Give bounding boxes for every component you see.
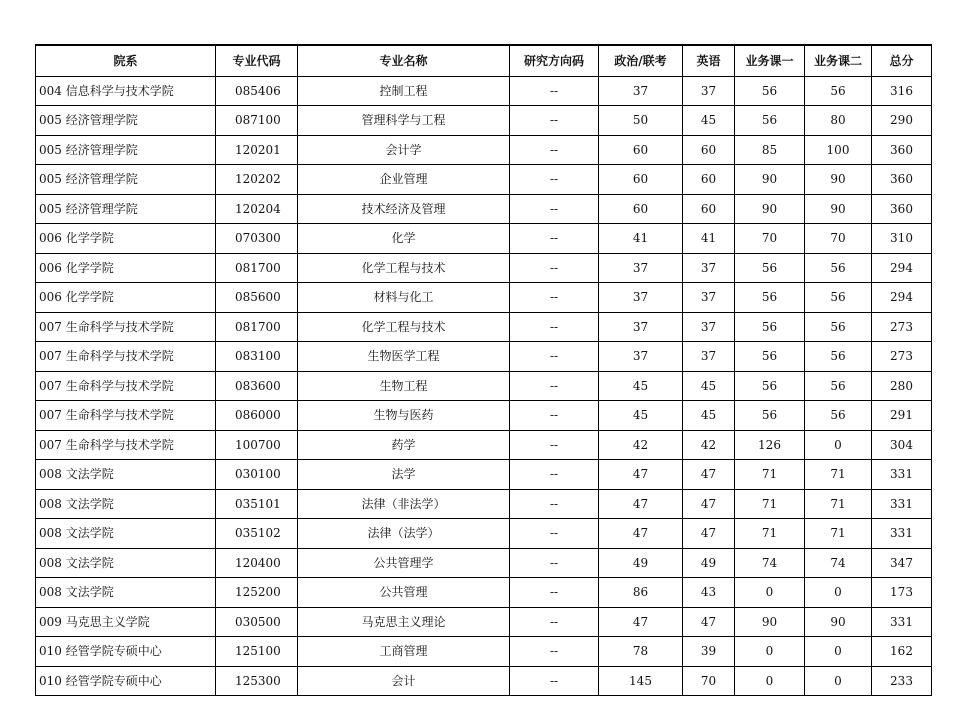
cell-course2: 90 — [805, 194, 872, 224]
cell-name: 会计 — [298, 666, 510, 696]
cell-english: 39 — [683, 637, 735, 667]
cell-total: 290 — [872, 106, 932, 136]
cell-course1: 70 — [735, 224, 805, 254]
cell-direction: -- — [510, 519, 599, 549]
cell-dept: 008 文法学院 — [36, 460, 216, 490]
cell-code: 081700 — [216, 253, 298, 283]
cell-code: 125200 — [216, 578, 298, 608]
header-total: 总分 — [872, 45, 932, 76]
cell-total: 304 — [872, 430, 932, 460]
cell-code: 083600 — [216, 371, 298, 401]
table-row — [36, 607, 932, 637]
cell-direction: -- — [510, 135, 599, 165]
cell-total: 162 — [872, 637, 932, 667]
cell-english: 45 — [683, 106, 735, 136]
cell-dept: 008 文法学院 — [36, 578, 216, 608]
cell-dept: 008 文法学院 — [36, 489, 216, 519]
cell-politics: 50 — [599, 106, 683, 136]
cell-dept: 005 经济管理学院 — [36, 106, 216, 136]
cell-code: 035102 — [216, 519, 298, 549]
cell-course2: 56 — [805, 312, 872, 342]
table-row — [36, 578, 932, 608]
cell-code: 070300 — [216, 224, 298, 254]
cell-english: 47 — [683, 519, 735, 549]
cell-code: 035101 — [216, 489, 298, 519]
cell-english: 60 — [683, 194, 735, 224]
cell-code: 120204 — [216, 194, 298, 224]
cell-name: 材料与化工 — [298, 283, 510, 313]
cell-name: 化学 — [298, 224, 510, 254]
cell-total: 331 — [872, 519, 932, 549]
cell-name: 控制工程 — [298, 76, 510, 106]
cell-total: 273 — [872, 312, 932, 342]
cell-english: 43 — [683, 578, 735, 608]
cell-politics: 37 — [599, 342, 683, 372]
cell-politics: 41 — [599, 224, 683, 254]
cell-name: 药学 — [298, 430, 510, 460]
cell-direction: -- — [510, 371, 599, 401]
cell-dept: 007 生命科学与技术学院 — [36, 401, 216, 431]
table-row — [36, 165, 932, 195]
cell-politics: 37 — [599, 253, 683, 283]
cell-course1: 90 — [735, 165, 805, 195]
cell-total: 294 — [872, 253, 932, 283]
table-row — [36, 253, 932, 283]
header-dept: 院系 — [36, 45, 216, 76]
cell-english: 49 — [683, 548, 735, 578]
cell-direction: -- — [510, 165, 599, 195]
cell-name: 法学 — [298, 460, 510, 490]
cell-direction: -- — [510, 194, 599, 224]
cell-total: 360 — [872, 135, 932, 165]
cell-name: 化学工程与技术 — [298, 312, 510, 342]
header-course2: 业务课二 — [805, 45, 872, 76]
cell-direction: -- — [510, 578, 599, 608]
cell-code: 030100 — [216, 460, 298, 490]
cell-politics: 86 — [599, 578, 683, 608]
cell-name: 法律（法学） — [298, 519, 510, 549]
cell-code: 125300 — [216, 666, 298, 696]
cell-politics: 37 — [599, 312, 683, 342]
cell-politics: 37 — [599, 283, 683, 313]
cell-english: 37 — [683, 253, 735, 283]
cell-english: 60 — [683, 165, 735, 195]
cell-course2: 56 — [805, 401, 872, 431]
cell-direction: -- — [510, 312, 599, 342]
cell-course1: 71 — [735, 460, 805, 490]
cell-name: 技术经济及管理 — [298, 194, 510, 224]
header-name: 专业名称 — [298, 45, 510, 76]
cell-politics: 42 — [599, 430, 683, 460]
table-row — [36, 194, 932, 224]
cell-english: 70 — [683, 666, 735, 696]
cell-name: 生物与医药 — [298, 401, 510, 431]
cell-name: 法律（非法学） — [298, 489, 510, 519]
cell-politics: 60 — [599, 135, 683, 165]
cell-total: 360 — [872, 194, 932, 224]
cell-course2: 56 — [805, 76, 872, 106]
cell-total: 294 — [872, 283, 932, 313]
cell-dept: 005 经济管理学院 — [36, 194, 216, 224]
table-row — [36, 76, 932, 106]
cell-course1: 126 — [735, 430, 805, 460]
cell-name: 公共管理 — [298, 578, 510, 608]
cell-name: 生物医学工程 — [298, 342, 510, 372]
cell-course1: 0 — [735, 578, 805, 608]
cell-total: 233 — [872, 666, 932, 696]
header-course1: 业务课一 — [735, 45, 805, 76]
cell-code: 120400 — [216, 548, 298, 578]
table-row — [36, 371, 932, 401]
cell-name: 管理科学与工程 — [298, 106, 510, 136]
cell-politics: 49 — [599, 548, 683, 578]
cell-course1: 71 — [735, 519, 805, 549]
cell-dept: 008 文法学院 — [36, 519, 216, 549]
cell-code: 030500 — [216, 607, 298, 637]
cell-english: 45 — [683, 371, 735, 401]
table-row — [36, 342, 932, 372]
header-politics: 政治/联考 — [599, 45, 683, 76]
cell-total: 331 — [872, 607, 932, 637]
table-row — [36, 283, 932, 313]
cell-direction: -- — [510, 283, 599, 313]
cell-code: 125100 — [216, 637, 298, 667]
cell-english: 37 — [683, 283, 735, 313]
table-row — [36, 106, 932, 136]
cell-direction: -- — [510, 637, 599, 667]
cell-name: 公共管理学 — [298, 548, 510, 578]
cell-code: 120202 — [216, 165, 298, 195]
cell-total: 280 — [872, 371, 932, 401]
cell-course2: 0 — [805, 578, 872, 608]
cell-total: 291 — [872, 401, 932, 431]
cell-course2: 56 — [805, 283, 872, 313]
cell-politics: 47 — [599, 519, 683, 549]
cell-politics: 37 — [599, 76, 683, 106]
cell-course1: 56 — [735, 76, 805, 106]
cell-dept: 006 化学学院 — [36, 224, 216, 254]
cell-course1: 56 — [735, 342, 805, 372]
cell-english: 37 — [683, 76, 735, 106]
cell-code: 086000 — [216, 401, 298, 431]
cell-course1: 56 — [735, 401, 805, 431]
cell-dept: 005 经济管理学院 — [36, 165, 216, 195]
cell-code: 085406 — [216, 76, 298, 106]
cell-politics: 45 — [599, 401, 683, 431]
cell-dept: 004 信息科学与技术学院 — [36, 76, 216, 106]
cell-politics: 47 — [599, 607, 683, 637]
cell-politics: 60 — [599, 165, 683, 195]
cell-course2: 0 — [805, 430, 872, 460]
cell-course2: 90 — [805, 165, 872, 195]
cell-course2: 90 — [805, 607, 872, 637]
cell-direction: -- — [510, 460, 599, 490]
header-direction: 研究方向码 — [510, 45, 599, 76]
header-english: 英语 — [683, 45, 735, 76]
cell-direction: -- — [510, 253, 599, 283]
cell-total: 273 — [872, 342, 932, 372]
table-row — [36, 401, 932, 431]
cell-name: 马克思主义理论 — [298, 607, 510, 637]
cell-name: 化学工程与技术 — [298, 253, 510, 283]
table-row — [36, 548, 932, 578]
table-row — [36, 135, 932, 165]
cell-name: 企业管理 — [298, 165, 510, 195]
cell-code: 081700 — [216, 312, 298, 342]
score-table — [35, 44, 932, 696]
cell-politics: 47 — [599, 489, 683, 519]
cell-direction: -- — [510, 489, 599, 519]
cell-course2: 71 — [805, 460, 872, 490]
cell-course1: 0 — [735, 637, 805, 667]
cell-code: 085600 — [216, 283, 298, 313]
cell-dept: 005 经济管理学院 — [36, 135, 216, 165]
cell-english: 45 — [683, 401, 735, 431]
cell-dept: 007 生命科学与技术学院 — [36, 342, 216, 372]
cell-english: 41 — [683, 224, 735, 254]
cell-dept: 010 经管学院专硕中心 — [36, 666, 216, 696]
cell-english: 37 — [683, 342, 735, 372]
cell-english: 47 — [683, 489, 735, 519]
cell-name: 生物工程 — [298, 371, 510, 401]
table-row — [36, 224, 932, 254]
cell-politics: 60 — [599, 194, 683, 224]
cell-direction: -- — [510, 401, 599, 431]
cell-course1: 0 — [735, 666, 805, 696]
table-row — [36, 637, 932, 667]
cell-code: 100700 — [216, 430, 298, 460]
cell-course2: 56 — [805, 371, 872, 401]
cell-politics: 47 — [599, 460, 683, 490]
cell-english: 60 — [683, 135, 735, 165]
cell-course2: 74 — [805, 548, 872, 578]
cell-course2: 71 — [805, 489, 872, 519]
cell-politics: 145 — [599, 666, 683, 696]
cell-name: 会计学 — [298, 135, 510, 165]
cell-politics: 45 — [599, 371, 683, 401]
cell-course2: 56 — [805, 342, 872, 372]
cell-course1: 56 — [735, 312, 805, 342]
cell-course2: 0 — [805, 666, 872, 696]
cell-direction: -- — [510, 342, 599, 372]
cell-course2: 100 — [805, 135, 872, 165]
cell-code: 087100 — [216, 106, 298, 136]
cell-direction: -- — [510, 607, 599, 637]
cell-dept: 010 经管学院专硕中心 — [36, 637, 216, 667]
cell-total: 316 — [872, 76, 932, 106]
cell-code: 120201 — [216, 135, 298, 165]
cell-total: 331 — [872, 460, 932, 490]
cell-course1: 90 — [735, 194, 805, 224]
cell-direction: -- — [510, 666, 599, 696]
table-row — [36, 519, 932, 549]
cell-course2: 80 — [805, 106, 872, 136]
cell-dept: 007 生命科学与技术学院 — [36, 430, 216, 460]
table-row — [36, 430, 932, 460]
cell-course2: 70 — [805, 224, 872, 254]
cell-course1: 56 — [735, 283, 805, 313]
cell-course1: 85 — [735, 135, 805, 165]
cell-total: 310 — [872, 224, 932, 254]
header-row — [36, 45, 932, 76]
cell-code: 083100 — [216, 342, 298, 372]
cell-english: 47 — [683, 607, 735, 637]
cell-course2: 56 — [805, 253, 872, 283]
cell-english: 47 — [683, 460, 735, 490]
cell-total: 331 — [872, 489, 932, 519]
cell-name: 工商管理 — [298, 637, 510, 667]
cell-course2: 0 — [805, 637, 872, 667]
cell-course1: 74 — [735, 548, 805, 578]
cell-course1: 56 — [735, 371, 805, 401]
cell-dept: 007 生命科学与技术学院 — [36, 371, 216, 401]
cell-english: 37 — [683, 312, 735, 342]
cell-dept: 006 化学学院 — [36, 283, 216, 313]
cell-direction: -- — [510, 106, 599, 136]
cell-dept: 009 马克思主义学院 — [36, 607, 216, 637]
cell-direction: -- — [510, 224, 599, 254]
cell-direction: -- — [510, 548, 599, 578]
table-body — [36, 76, 932, 696]
cell-total: 173 — [872, 578, 932, 608]
cell-course1: 56 — [735, 253, 805, 283]
cell-course1: 56 — [735, 106, 805, 136]
cell-course2: 71 — [805, 519, 872, 549]
cell-dept: 007 生命科学与技术学院 — [36, 312, 216, 342]
cell-english: 42 — [683, 430, 735, 460]
table-row — [36, 489, 932, 519]
cell-politics: 78 — [599, 637, 683, 667]
table-row — [36, 666, 932, 696]
cell-total: 360 — [872, 165, 932, 195]
cell-dept: 006 化学学院 — [36, 253, 216, 283]
table-row — [36, 312, 932, 342]
cell-dept: 008 文法学院 — [36, 548, 216, 578]
cell-direction: -- — [510, 76, 599, 106]
header-code: 专业代码 — [216, 45, 298, 76]
cell-course1: 71 — [735, 489, 805, 519]
table-row — [36, 460, 932, 490]
cell-direction: -- — [510, 430, 599, 460]
cell-total: 347 — [872, 548, 932, 578]
cell-course1: 90 — [735, 607, 805, 637]
